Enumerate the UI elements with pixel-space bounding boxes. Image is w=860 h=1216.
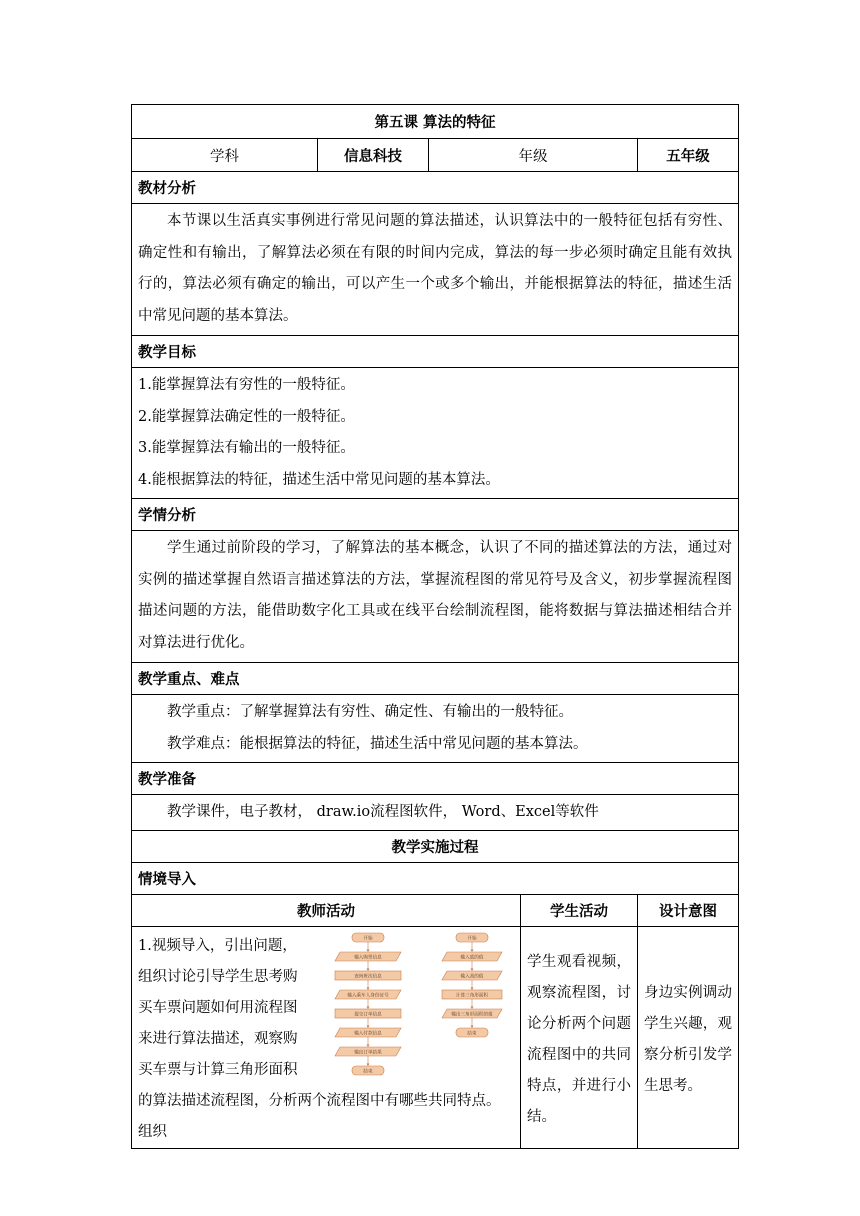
- stage-heading: 情境导入: [132, 863, 739, 895]
- svg-text:输入购票信息: 输入购票信息: [354, 955, 382, 961]
- goals-heading: 教学目标: [132, 336, 739, 368]
- flowchart-ticket-step-3: [335, 990, 401, 999]
- flowchart-ticket-step-0: [352, 933, 384, 942]
- flowchart-figure: [318, 931, 514, 1081]
- flowchart-triangle-step-3: [442, 990, 502, 999]
- material-heading: 教材分析: [132, 172, 739, 204]
- flowchart-triangle-step-2: [442, 971, 502, 980]
- meta-row: [132, 139, 739, 172]
- col-teacher: 教师活动: [132, 895, 521, 927]
- grade-label: 年级: [429, 139, 638, 172]
- flowchart-ticket-step-4: [335, 1009, 401, 1018]
- flowchart-ticket-arrowhead: [367, 1026, 370, 1029]
- svg-text:输入付款信息: 输入付款信息: [354, 1031, 382, 1037]
- flowchart-triangle-arrowhead: [471, 969, 474, 972]
- svg-text:输出三角形面积的值: 输出三角形面积的值: [451, 1012, 493, 1018]
- col-intent: 设计意图: [638, 895, 739, 927]
- flowchart-triangle-arrowhead: [471, 1026, 474, 1029]
- flowchart-ticket-step-7: [352, 1066, 384, 1075]
- flowchart-ticket-arrowhead: [367, 1064, 370, 1067]
- prep-body: [132, 795, 739, 831]
- flowchart-ticket-arrowhead: [367, 988, 370, 991]
- goal-item: 1.能掌握算法有穷性的一般特征。: [138, 377, 355, 393]
- process-columns: [132, 895, 739, 927]
- goal-item: 2.能掌握算法确定性的一般特征。: [138, 408, 355, 425]
- students-text: 学生通过前阶段的学习，了解算法的基本概念，认识了不同的描述算法的方法，通过对实例的描述掌握自然语言描述算法的方法，掌握流程图的常见符号及含义，初步掌握流程图描述问题的方法，能借助数字化工具或在线平台绘制流程图，能将数据与算法描述相结合并对算法进行优化。: [132, 531, 739, 663]
- difficult-point: 教学难点：能根据算法的特征，描述生活中常见问题的基本算法。: [167, 736, 588, 752]
- col-student: 学生活动: [521, 895, 638, 927]
- teacher-activity: [132, 927, 521, 1149]
- svg-text:查询班次信息: 查询班次信息: [354, 974, 382, 980]
- student-activity: 学生观看视频，观察流程图，讨论分析两个问题流程图中的共同特点，并进行小结。: [521, 927, 638, 1149]
- svg-text:开始: 开始: [467, 936, 477, 942]
- flowchart-ticket-step-2: [335, 971, 401, 980]
- prep-heading: 教学准备: [132, 763, 739, 795]
- goals-list: [132, 368, 739, 499]
- material-text: 本节课以生活真实事例进行常见问题的算法描述，认识算法中的一般特征包括有穷性、确定性和有输出，了解算法必须在有限的时间内完成，算法的每一步必须时确定且能有效执行的，算法必须有确定的输出，可以产生一个或多个输出，并能根据算法的特征，描述生活中常见问题的基本算法。: [132, 204, 739, 336]
- flowchart-triangle-step-4: [442, 1009, 502, 1018]
- flowchart-ticket-arrowhead: [367, 1045, 370, 1048]
- svg-text:输入高的值: 输入高的值: [460, 974, 484, 980]
- flowchart-triangle-step-0: [456, 933, 488, 942]
- flowchart-triangle-arrowhead: [471, 1007, 474, 1010]
- process-heading: 教学实施过程: [132, 831, 739, 863]
- svg-text:输入底的值: 输入底的值: [460, 955, 484, 961]
- flowchart-ticket-step-5: [335, 1028, 401, 1037]
- prep-text: 教学课件，电子教材， draw.io流程图软件， Word、Excel等软件: [167, 804, 599, 820]
- svg-text:输出订单结果: 输出订单结果: [354, 1050, 382, 1056]
- svg-text:开始: 开始: [363, 936, 373, 942]
- flowchart-triangle-arrowhead: [471, 988, 474, 991]
- lesson-title: 第五课 算法的特征: [132, 105, 739, 139]
- flowchart-ticket-step-6: [335, 1047, 401, 1056]
- svg-text:输入乘车人身份证号: 输入乘车人身份证号: [347, 993, 389, 999]
- lesson-plan: [131, 104, 738, 1149]
- key-point: 教学重点：了解掌握算法有穷性、确定性、有输出的一般特征。: [167, 704, 573, 720]
- svg-text:计算三角形面积: 计算三角形面积: [455, 993, 489, 999]
- subject-value: 信息科技: [318, 139, 429, 172]
- subject-label: 学科: [132, 139, 318, 172]
- flowchart-ticket-step-1: [335, 952, 401, 961]
- lesson-plan-table: [131, 104, 739, 1149]
- keypoints-heading: 教学重点、难点: [132, 663, 739, 695]
- students-heading: 学情分析: [132, 499, 739, 531]
- design-intent: 身边实例调动学生兴趣，观察分析引发学生思考。: [638, 927, 739, 1149]
- flowchart-triangle-step-5: [456, 1028, 488, 1037]
- keypoints-body: [132, 695, 739, 763]
- teacher-text: 1.视频导入，引出问题，组织讨论引导学生思考购买车票问题如何用流程图来进行算法描述，观察购买车票与计算三角形面积的算法描述流程图，分析两个流程图中有哪些共同特点。组织: [138, 938, 501, 1140]
- flowchart-diagram: [318, 931, 514, 1081]
- flowchart-ticket-arrowhead: [367, 950, 370, 953]
- flowchart-triangle-arrowhead: [471, 950, 474, 953]
- grade-value: 五年级: [638, 139, 739, 172]
- goal-item: 3.能掌握算法有输出的一般特征。: [138, 440, 355, 456]
- goal-item: 4.能根据算法的特征，描述生活中常见问题的基本算法。: [138, 471, 500, 488]
- svg-text:结束: 结束: [363, 1069, 373, 1075]
- flowchart-ticket-arrowhead: [367, 969, 370, 972]
- flowchart-triangle-step-1: [442, 952, 502, 961]
- process-row: [132, 927, 739, 1149]
- svg-text:结束: 结束: [467, 1031, 477, 1037]
- svg-text:提交订单信息: 提交订单信息: [354, 1012, 382, 1018]
- flowchart-ticket-arrowhead: [367, 1007, 370, 1010]
